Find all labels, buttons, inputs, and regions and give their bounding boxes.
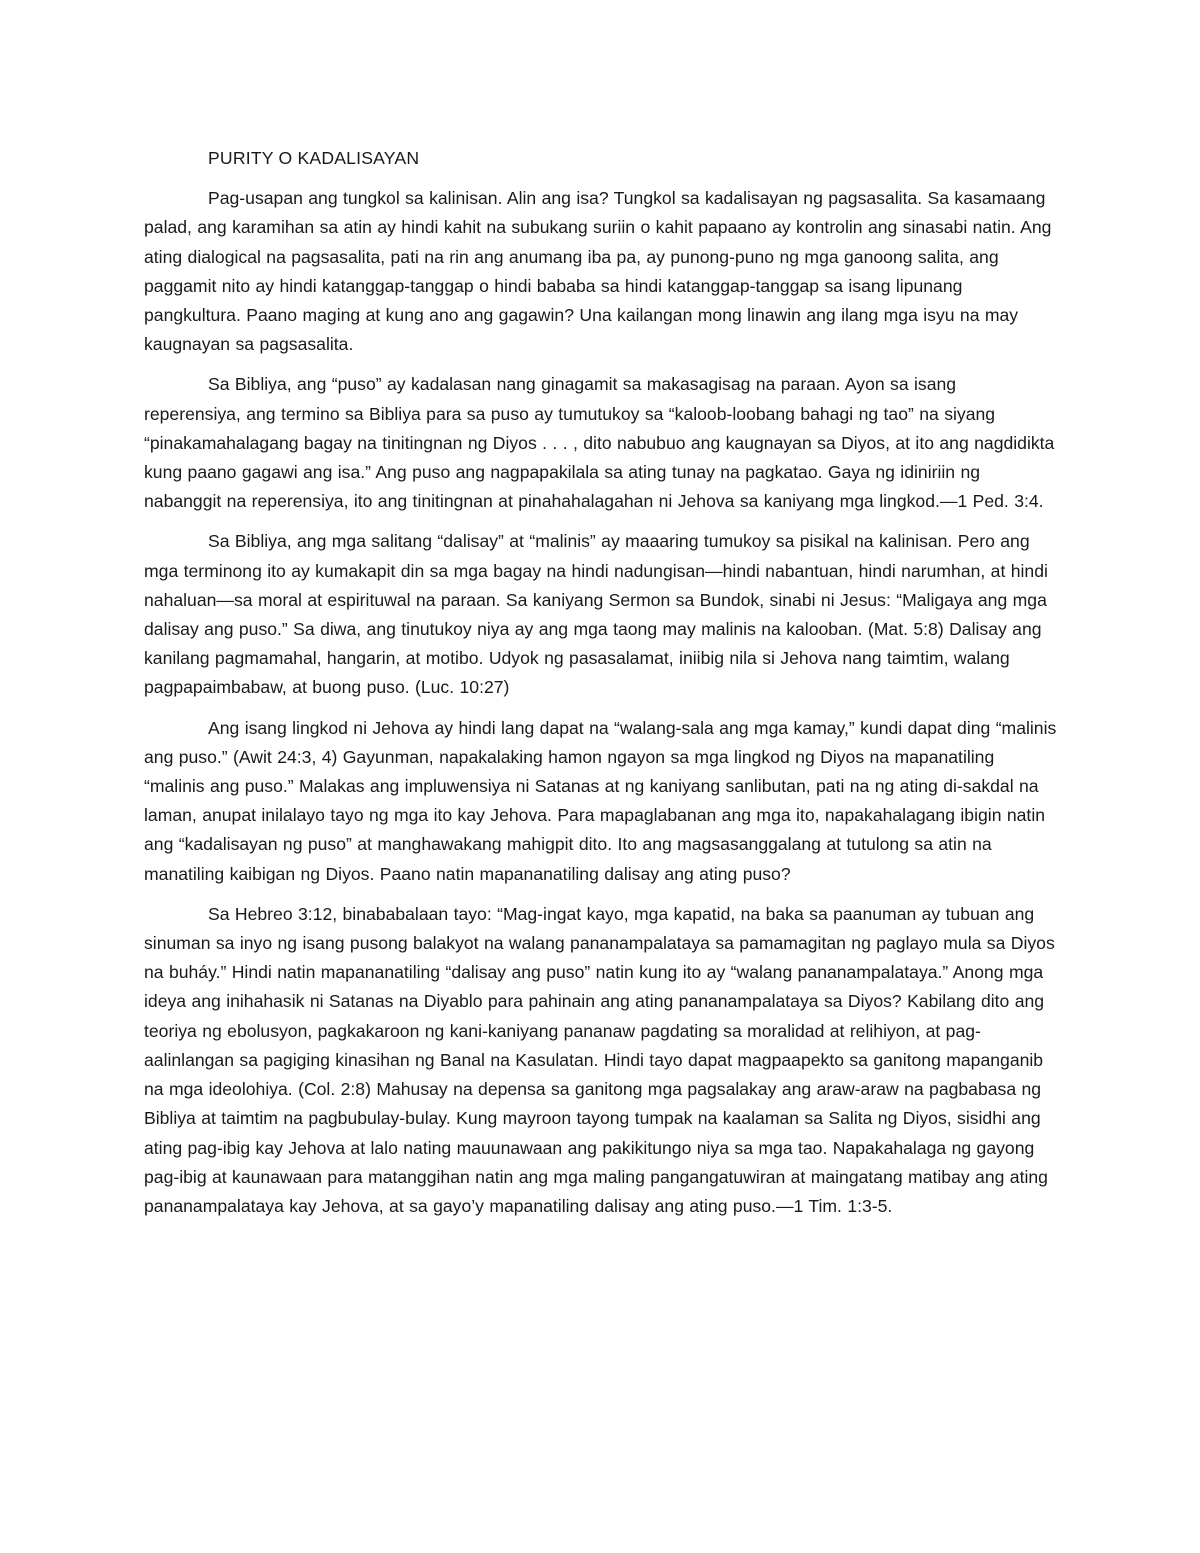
paragraph-3: Sa Bibliya, ang mga salitang “dalisay” at “malinis” ay maaaring tumukoy sa pisikal na kalinisan. Pero ang mga terminong ito ay kumakapit din sa mga bagay na hindi nadungisan—hindi nabantuan, hindi narumhan, at hindi nahaluan—sa moral at espirituwal na paraan. Sa kaniyang Sermon sa Bundok, sinabi ni Jesus: “Maligaya ang mga dalisay ang puso.” Sa diwa, ang tinutukoy niya ay ang mga taong may malinis na kalooban. (Mat. 5:8) Dalisay ang kanilang pagmamahal, hangarin, at motibo. Udyok ng pasasalamat, iniibig nila si Jehova nang taimtim, walang pagpapaimbabaw, at buong puso. (Luc. 10:27) bbox=[144, 531, 1048, 698]
paragraph-2: Sa Bibliya, ang “puso” ay kadalasan nang ginagamit sa makasagisag na paraan. Ayon sa isang reperensiya, ang termino sa Bibliya para sa puso ay tumutukoy sa “kaloob-loobang bahagi ng tao” na siyang “pinakamahalagang bagay na tinitingnan ng Diyos . . . , dito nabubuo ang kaugnayan sa Diyos, at ito ang nagdidikta kung paano gagawi ang isa.” Ang puso ang nagpapakilala sa ating tunay na pagkatao. Gaya ng idiniriin ng nabanggit na reperensiya, ito ang tinitingnan at pinahahalagahan ni Jehova sa kaniyang mga lingkod.—1 Ped. 3:4. bbox=[144, 374, 1055, 512]
paragraph-4: Ang isang lingkod ni Jehova ay hindi lang dapat na “walang-sala ang mga kamay,” kundi dapat ding “malinis ang puso.” (Awit 24:3, 4) Gayunman, napakalaking hamon ngayon sa mga lingkod ng Diyos na mapanatiling “malinis ang puso.” Malakas ang impluwensiya ni Satanas at ng kaniyang sanlibutan, pati na ng ating di-sakdal na laman, anupat inilalayo tayo ng mga ito kay Jehova. Para mapaglabanan ang mga ito, napakahalagang ibigin natin ang “kadalisayan ng puso” at manghawakang mahigpit dito. Ito ang magsasanggalang at tutulong sa atin na manatiling kaibigan ng Diyos. Paano natin mapananatiling dalisay ang ating puso? bbox=[144, 717, 1057, 884]
paragraph-5: Sa Hebreo 3:12, binababalaan tayo: “Mag-ingat kayo, mga kapatid, na baka sa paanuman ay tubuan ang sinuman sa inyo ng isang pusong balakyot na walang pananampalataya sa pamamagitan ng paglayo mula sa Diyos na buháy.” Hindi natin mapananatiling “dalisay ang puso” natin kung ito ay “walang pananampalataya.” Anong mga ideya ang inihahasik ni Satanas na Diyablo para pahinain ang ating pananampalataya sa Diyos? Kabilang dito ang teoriya ng ebolusyon, pagkakaroon ng kani-kaniyang pananaw pagdating sa moralidad at relihiyon, at pag-aalinlangan sa pagiging kinasihan ng Banal na Kasulatan. Hindi tayo dapat magpaapekto sa ganitong mapanganib na mga ideolohiya. (Col. 2:8) Mahusay na depensa sa ganitong mga pagsalakay ang araw-araw na pagbabasa ng Bibliya at taimtim na pagbubulay-bulay. Kung mayroon tayong tumpak na kaalaman sa Salita ng Diyos, sisidhi ang ating pag-ibig kay Jehova at lalo nating mauunawaan ang pakikitungo niya sa mga tao. Napakahalaga ng gayong pag-ibig at kaunawaan para matanggihan natin ang mga maling pangangatuwiran at maingatang matibay ang ating pananampalataya kay Jehova, at sa gayo’y mapanatiling dalisay ang ating puso.—1 Tim. 1:3-5. bbox=[144, 903, 1055, 1216]
paragraph-1: Pag-usapan ang tungkol sa kalinisan. Alin ang isa? Tungkol sa kadalisayan ng pagsasalita. Sa kasamaang palad, ang karamihan sa atin ay hindi kahit na subukang suriin o kahit papaano ay kontrolin ang sinasabi natin. Ang ating dialogical na pagsasalita, pati na rin ang anumang iba pa, ay punong-puno ng mga ganoong salita, ang paggamit nito ay hindi katanggap-tanggap o hindi bababa sa hindi katanggap-tanggap sa isang lipunang pangkultura. Paano maging at kung ano ang gagawin? Una kailangan mong linawin ang ilang mga isyu na may kaugnayan sa pagsasalita. bbox=[144, 188, 1052, 355]
document-title: PURITY O KADALISAYAN bbox=[208, 148, 420, 168]
document-body bbox=[144, 144, 1058, 1232]
